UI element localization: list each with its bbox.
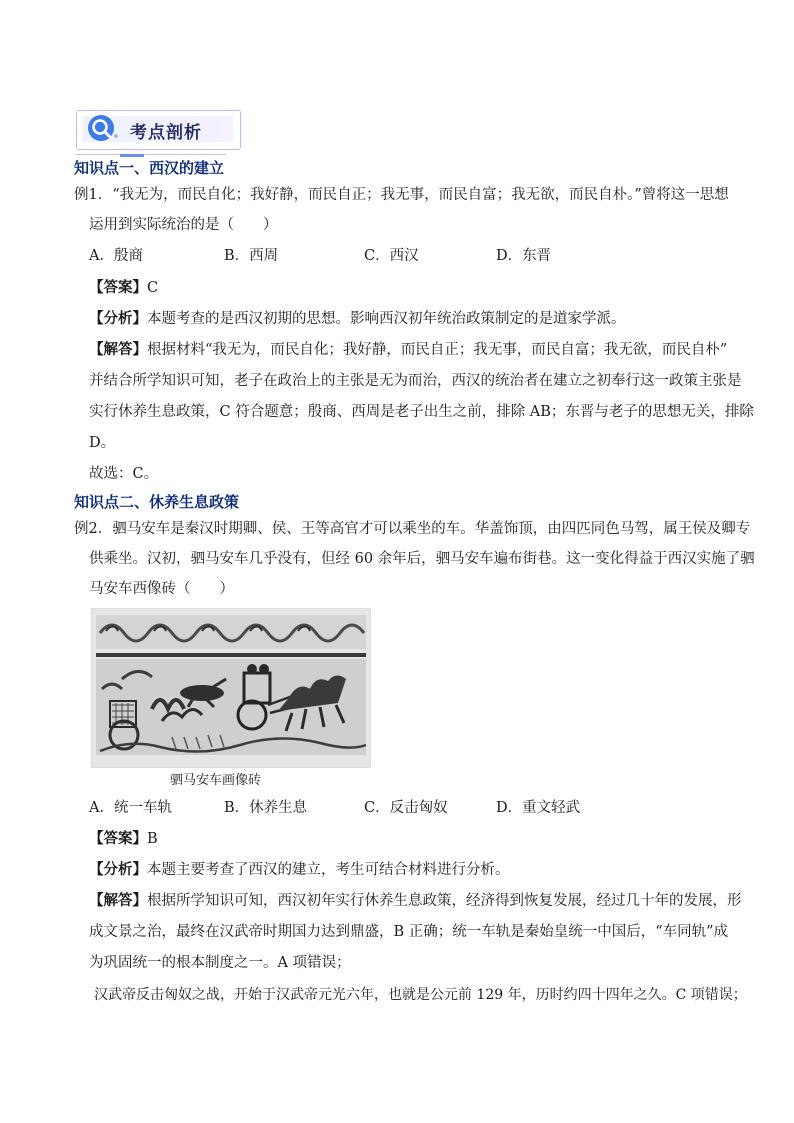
question-line: 供乘坐。汉初，驷马安车几乎没有，但经 60 余年后，驷马安车遍布街巷。这一变化得益于西汉实施了驷: [89, 551, 755, 567]
answer-value: C: [147, 280, 159, 296]
analysis-tag: 【分析】: [89, 862, 147, 878]
option-a: A．统一车轨: [89, 800, 172, 816]
solution-text: 根据所学知识可知，西汉初年实行休养生息政策，经济得到恢复发展，经过几十年的发展，形: [147, 893, 742, 909]
analysis-tag: 【分析】: [89, 311, 147, 327]
extra-line: 汉武帝反击匈奴之战，开始于汉武帝元光六年，也就是公元前 129 年，历时约四十四年之久。C 项错误；: [94, 987, 747, 1003]
question-line: 马安车西像砖（ ）: [89, 581, 234, 597]
analysis-text: 本题主要考查了西汉的建立，考生可结合材料进行分析。: [147, 862, 510, 878]
option-b: B．西周: [224, 248, 279, 264]
badge-title: 考点剖析: [130, 123, 202, 143]
solution-row: [89, 340, 727, 360]
option-d: D．东晋: [496, 248, 552, 264]
image-caption: 驷马安车画像砖: [170, 773, 262, 788]
divider: [76, 154, 226, 155]
answer-row: [89, 278, 158, 298]
solution-line: 并结合所学知识可知，老子在政治上的主张是无为而治，西汉的统治者在建立之初奉行这一政策主张是: [89, 373, 742, 389]
analysis-row: [89, 309, 626, 329]
solution-tag: 【解答】: [89, 893, 147, 909]
solution-line: 实行休养生息政策，C 符合题意；殷商、西周是老子出生之前，排除 AB；东晋与老子的思想无关，排除: [89, 404, 754, 420]
question-line: 例2．驷马安车是秦汉时期卿、侯、王等高官才可以乘坐的车。华盖饰顶，由四匹同色马驾，属王侯及卿专: [74, 521, 751, 537]
question-line: 例1．“我无为，而民自化；我好静，而民自正；我无事，而民自富；我无欲，而民自朴。”曾将这一思想: [74, 187, 729, 203]
analysis-row: [89, 860, 510, 880]
solution-line: 为巩固统一的根本制度之一。A 项错误；: [89, 955, 351, 971]
option-a: A．殷商: [89, 248, 143, 264]
search-icon: [86, 114, 120, 144]
option-d: D．重文轻武: [496, 800, 581, 816]
answer-tag: 【答案】: [89, 280, 147, 296]
solution-line: 成文景之治，最终在汉武帝时期国力达到鼎盛，B 正确；统一车轨是秦始皇统一中国后，“车同轨”成: [89, 924, 729, 940]
answer-tag: 【答案】: [89, 831, 147, 847]
analysis-text: 本题考查的是西汉初期的思想。影响西汉初年统治政策制定的是道家学派。: [147, 311, 626, 327]
answer-value: B: [147, 831, 158, 847]
divider-accent: [120, 154, 144, 157]
answer-row: [89, 829, 158, 849]
solution-tag: 【解答】: [89, 342, 147, 358]
option-c: C．反击匈奴: [364, 800, 448, 816]
relief-brick-image: [91, 608, 371, 768]
solution-row: [89, 891, 742, 911]
section-badge: [76, 110, 241, 150]
section-heading-1: 知识点一、西汉的建立: [74, 159, 225, 177]
option-b: B．休养生息: [224, 800, 308, 816]
option-c: C．西汉: [364, 248, 419, 264]
question-line: 运用到实际统治的是（ ）: [89, 217, 278, 233]
conclusion: 故选：C。: [89, 466, 159, 482]
solution-text: 根据材料“我无为，而民自化；我好静，而民自正；我无事，而民自富；我无欲，而民自朴”: [147, 342, 728, 358]
solution-line: D。: [89, 435, 116, 451]
section-heading-2: 知识点二、休养生息政策: [74, 493, 240, 511]
